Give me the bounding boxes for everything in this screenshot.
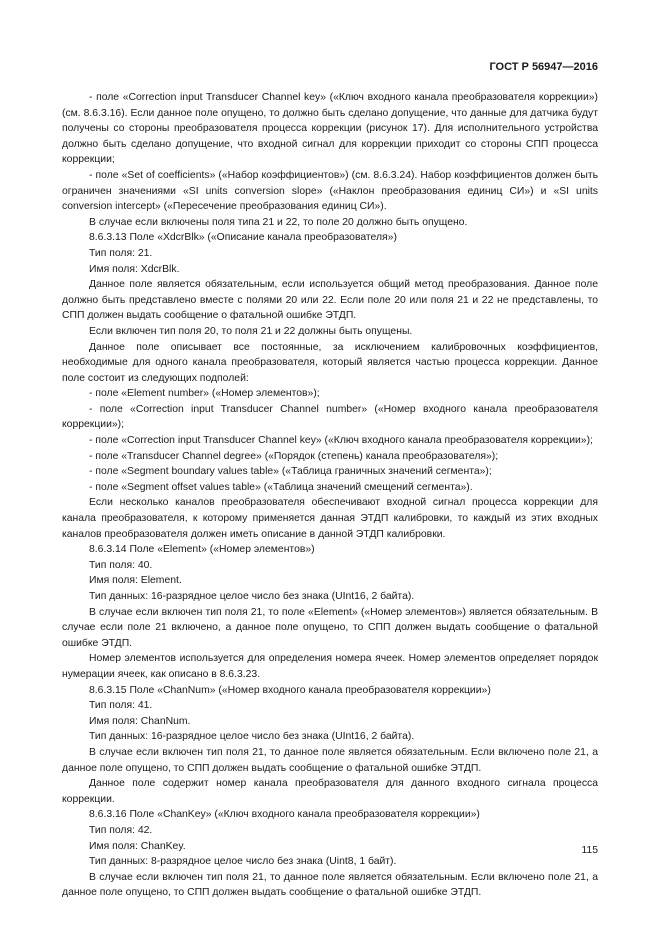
paragraph: Данное поле является обязательным, если используется общий метод преобразования. Данное поле должно быть представлено вместе с полями 20 или 22. Если поле 20 или поля 21 и 22 не представлены, то СПП должен выдать сообщение о фатальной ошибке ЭТДП. — [62, 279, 598, 322]
list-item: - поле «Element number» («Номер элементов»); — [89, 388, 320, 400]
document-body — [62, 90, 598, 901]
section-heading: 8.6.3.16 Поле «ChanKey» («Ключ входного канала преобразователя коррекции») — [89, 809, 480, 821]
paragraph: В случае если включен тип поля 21, то данное поле является обязательным. Если включено поле 21, а данное поле опущено, то СПП должен выдать сообщение о фатальной ошибке ЭТДП. — [62, 746, 598, 774]
standard-header: ГОСТ Р 56947—2016 — [489, 61, 598, 73]
paragraph: Тип поля: 41. — [89, 700, 153, 712]
paragraph: Данное поле описывает все постоянные, за исключением калибровочных коэффициентов, необходимые для одного канала преобразователя, который является частью процесса коррекции. Данное поле состоит из следующих подполей: — [62, 341, 598, 384]
paragraph: Тип поля: 40. — [89, 559, 153, 571]
paragraph: Имя поля: ChanNum. — [89, 715, 191, 727]
list-item: - поле «Correction input Transducer Channel key» («Ключ входного канала преобразователя коррекции»); — [89, 435, 593, 447]
list-item: - поле «Segment offset values table» («Таблица значений смещений сегмента»). — [89, 481, 473, 493]
paragraph: В случае если включен тип поля 21, то данное поле является обязательным. Если включено поле 21, а данное поле опущено, то СПП должен выдать сообщение о фатальной ошибке ЭТДП. — [62, 871, 598, 899]
paragraph: Тип данных: 16-разрядное целое число без знака (UInt16, 2 байта). — [89, 591, 415, 602]
paragraph: Если включен тип поля 20, то поля 21 и 22 должны быть опущены. — [89, 325, 413, 337]
paragraph: Номер элементов используется для определения номера ячеек. Номер элементов определяет порядок нумерации ячеек, как описано в 8.6.3.23. — [62, 653, 598, 680]
section-heading: 8.6.3.13 Поле «XdcrBlk» («Описание канала преобразователя») — [89, 232, 397, 244]
paragraph: - поле «Correction input Transducer Channel key» («Ключ входного канала преобразователя коррекции») (см. 8.6.3.16). Если данное поле опущено, то должно быть сделано допущение, что данные для датчика будут получены со стороны преобразователя процесса коррекции (рисунок 17). Для исполнительного устройства должно быть сделано допущение, что входной сигнал для коррекции приходит со стороны СПП процесса коррекции; — [62, 92, 598, 166]
section-heading: 8.6.3.14 Поле «Element» («Номер элементов») — [89, 544, 315, 556]
list-item: - поле «Correction input Transducer Channel number» («Номер входного канала преобразователя коррекции»); — [62, 403, 598, 431]
section-heading: 8.6.3.15 Поле «ChanNum» («Номер входного канала преобразователя коррекции») — [89, 684, 491, 696]
list-item: - поле «Segment boundary values table» («Таблица граничных значений сегмента»); — [89, 466, 492, 478]
paragraph: В случае если включены поля типа 21 и 22, то поле 20 должно быть опущено. — [89, 216, 468, 228]
paragraph: Если несколько каналов преобразователя обеспечивают входной сигнал процесса коррекции для канала преобразователя, к которому применяется данная ЭТДП калибровки, то каждый из этих входных каналов преобразователя должен иметь описание в данной ЭТДП калибровки. — [62, 497, 598, 540]
paragraph: - поле «Set of coefficients» («Набор коэффициентов») (см. 8.6.3.24). Набор коэффициентов должен быть ограничен значениями «SI units conversion slope» («Наклон преобразования единиц СИ») и «SI units conversion intercept» («Пересечение преобразования единиц СИ»). — [62, 169, 598, 213]
paragraph: Имя поля: XdcrBlk. — [89, 263, 180, 275]
page-number: 115 — [581, 845, 598, 856]
list-item: - поле «Transducer Channel degree» («Порядок (степень) канала преобразователя»); — [89, 450, 499, 462]
paragraph: В случае если включен тип поля 21, то поле «Element» («Номер элементов») является обязательным. В случае если поле 21 включено, а данное поле опущено, то СПП должен выдать сообщение о фатальной ошибке ЭТДП. — [62, 606, 598, 649]
paragraph: Имя поля: Element. — [89, 575, 182, 587]
paragraph: Данное поле содержит номер канала преобразователя для данного входного сигнала процесса коррекции. — [62, 778, 598, 805]
paragraph: Тип данных: 8-разрядное целое число без знака (Uint8, 1 байт). — [89, 856, 397, 868]
paragraph: Тип поля: 21. — [89, 247, 153, 259]
paragraph: Тип данных: 16-разрядное целое число без знака (UInt16, 2 байта). — [89, 731, 415, 743]
paragraph: Тип поля: 42. — [89, 824, 153, 836]
paragraph: Имя поля: ChanKey. — [89, 840, 186, 852]
